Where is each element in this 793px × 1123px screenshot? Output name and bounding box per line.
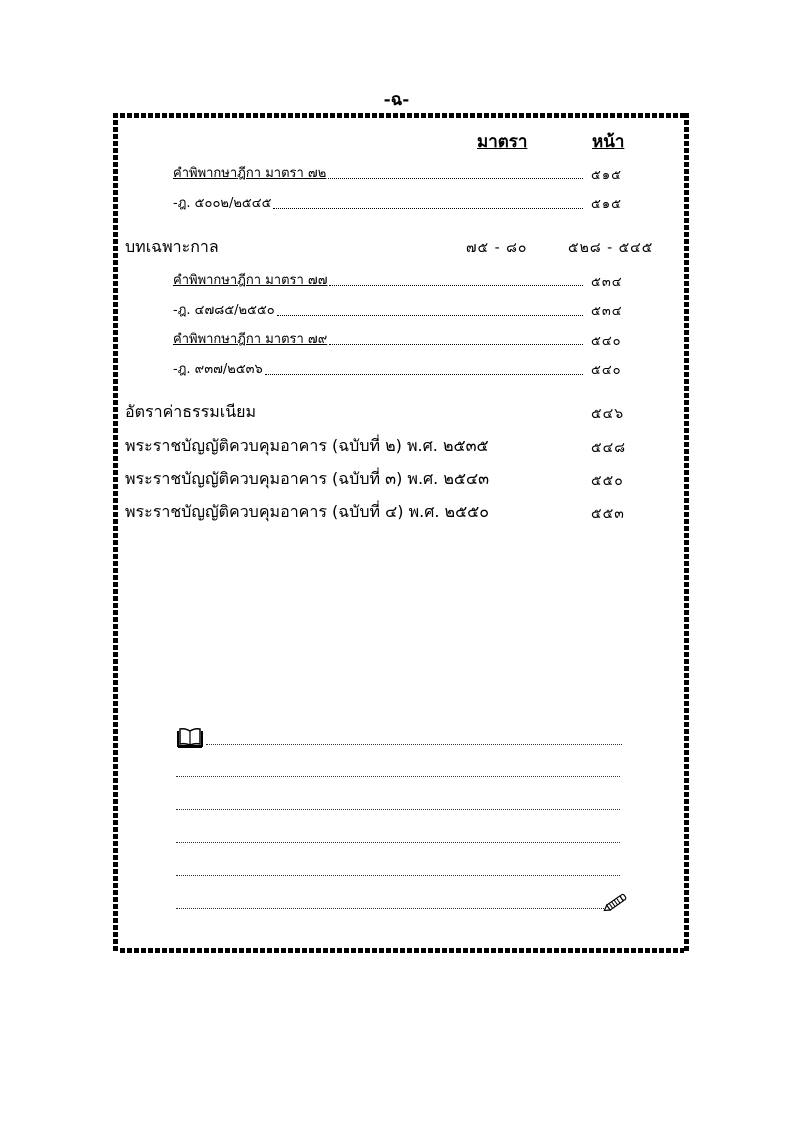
toc-entry[interactable] [173, 162, 585, 183]
dot-leader [265, 373, 583, 375]
frame-border-left [113, 113, 118, 953]
dot-leader [329, 284, 583, 286]
entry-label: พระราชบัญญัติควบคุมอาคาร (ฉบับที่ ๓) พ.ศ. ๒๕๔๓ [125, 469, 490, 488]
entry-label: พระราชบัญญัติควบคุมอาคาร (ฉบับที่ ๔) พ.ศ. ๒๕๕๐ [125, 502, 490, 521]
note-line[interactable] [176, 908, 604, 909]
entry-page: ๕๑๕ [591, 197, 622, 212]
entry-page: ๕๓๔ [591, 304, 623, 319]
dot-leader [329, 343, 583, 345]
entry-label: -ฎ. ๔๗๘๕/๒๕๕๐ [173, 303, 275, 318]
chapter-label: บทเฉพาะกาล [125, 237, 219, 256]
entry-page: ๕๔๐ [591, 363, 622, 378]
entry-label: -ฎ. ๕๐๐๒/๒๕๔๕ [173, 196, 272, 211]
entry-page: ๕๔๘ [591, 440, 626, 456]
frame-border-bottom [113, 948, 689, 953]
dot-leader [273, 207, 583, 209]
entry-page: ๕๔๐ [591, 334, 622, 349]
toc-entry[interactable] [173, 328, 585, 349]
toc-entry[interactable] [173, 269, 585, 290]
column-header-section: มาตรา [477, 132, 528, 152]
dot-leader [328, 177, 583, 179]
pencil-icon [601, 892, 629, 914]
toc-entry[interactable] [173, 358, 585, 379]
note-line[interactable] [176, 776, 620, 777]
entry-label: พระราชบัญญัติควบคุมอาคาร (ฉบับที่ ๒) พ.ศ. ๒๕๓๕ [125, 436, 489, 455]
frame-border-top [113, 113, 689, 118]
book-icon [176, 727, 204, 749]
entry-page: ๕๕๓ [591, 506, 625, 522]
page-header: -ฉ- [383, 90, 410, 110]
toc-entry[interactable] [173, 299, 585, 320]
toc-main-entry[interactable] [125, 400, 256, 425]
toc-chapter[interactable] [125, 235, 219, 260]
entry-label: คำพิพากษาฎีกา มาตรา ๗๒ [173, 166, 327, 181]
toc-main-entry[interactable] [125, 500, 489, 525]
note-line[interactable] [176, 809, 620, 810]
toc-entry[interactable] [173, 192, 585, 213]
note-line[interactable] [206, 744, 622, 745]
entry-label: คำพิพากษาฎีกา มาตรา ๗๗ [173, 273, 328, 288]
frame-border-right [684, 113, 689, 953]
dot-leader [277, 314, 583, 316]
toc-main-entry[interactable] [125, 434, 489, 459]
note-line[interactable] [176, 842, 620, 843]
entry-page: ๕๑๕ [591, 168, 622, 183]
note-line[interactable] [176, 875, 620, 876]
entry-page: ๕๓๔ [591, 275, 623, 290]
column-header-page: หน้า [592, 132, 625, 152]
entry-label: -ฎ. ๙๓๗/๒๕๓๖ [173, 362, 263, 377]
entry-label: คำพิพากษาฎีกา มาตรา ๗๙ [173, 332, 328, 347]
toc-main-entry[interactable] [125, 467, 489, 492]
entry-label: อัตราค่าธรรมเนียม [125, 402, 257, 421]
entry-page: ๕๕๐ [591, 473, 624, 489]
entry-page: ๕๔๖ [591, 406, 625, 422]
chapter-pages: ๕๒๘ - ๕๔๕ [568, 240, 654, 256]
chapter-sections: ๗๕ - ๘๐ [466, 240, 528, 256]
